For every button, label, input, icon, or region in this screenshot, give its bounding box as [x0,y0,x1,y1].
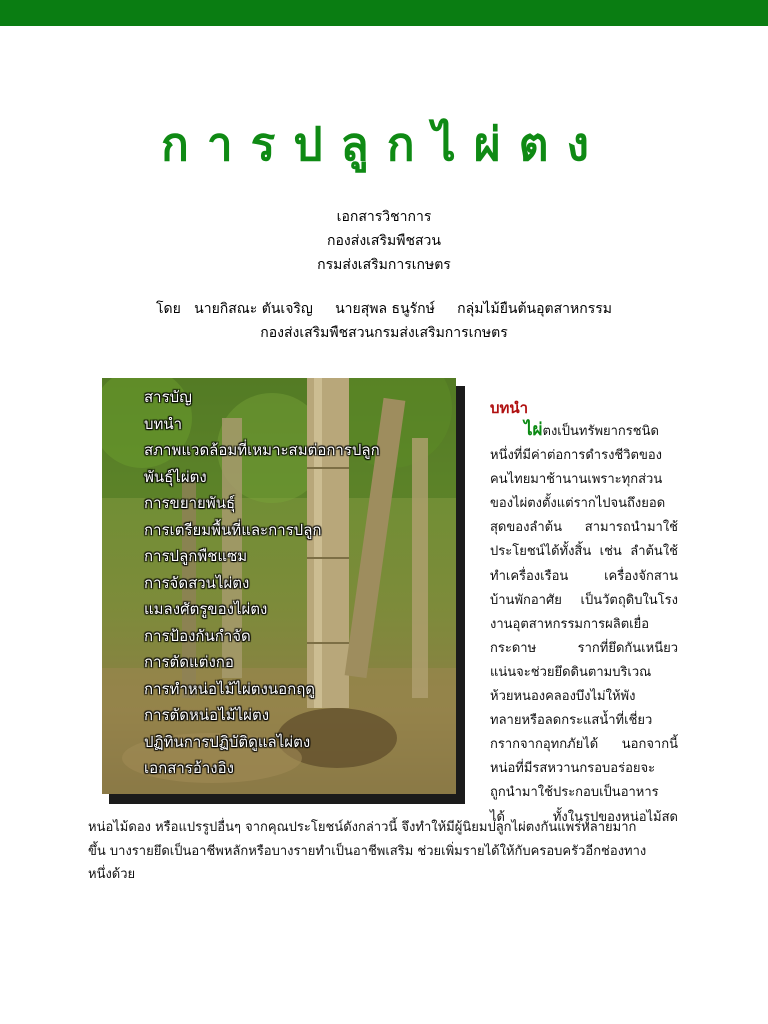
doc-type: เอกสารวิชาการ [336,209,432,225]
toc-item-introduction[interactable]: บทนำ [144,414,183,433]
intro-heading: บทนำ [490,399,529,417]
intro-line: หน่อที่มีรสหวานกรอบอร่อยจะ [490,761,656,777]
intro-continuation [88,816,680,887]
toc-item-calendar[interactable]: ปฏิทินการปฏิบัติดูแลไผ่ตง [144,732,311,751]
author-byline: โดย นายกิสณะ ตันเจริญ นายสุพล ธนูรักษ์ กลุ่มไม้ยืนต้นอุตสาหกรรม [155,301,613,317]
intro-line [490,418,678,444]
toc-item-harvesting[interactable]: การตัดหน่อไม้ไผ่ตง [144,706,270,724]
continuation-line: หนึ่งด้วย [88,867,136,882]
toc-item-intercropping[interactable]: การปลูกพืชแซม [144,547,248,565]
intro-line: ประโยชน์ได้ทั้งสิ้น เช่น ลำต้นใช้ [490,544,678,560]
bamboo-photo [102,378,456,794]
toc-item-clump-pruning[interactable]: การตัดแต่งกอ [144,653,234,671]
intro-line-text: ตงเป็นทรัพยากรชนิด [542,424,659,439]
intro-line: คนไทยมาช้านานเพราะทุกส่วน [490,472,663,488]
intro-line: กรากจากอุทกภัยได้ นอกจากนี้ [490,737,678,753]
continuation-line: หน่อไม้ดอง หรือแปรรูปอื่นๆ จากคุณประโยชน์ดังกล่าวนี้ จึงทำให้มีผู้นิยมปลูกไผ่ตงกันแพร่หลายมาก [88,820,637,835]
continuation-line: ขึ้น บางรายยึดเป็นอาชีพหลักหรือบางรายทำเป็นอาชีพเสริม ช่วยเพิ่มรายได้ให้กับครอบครัวอีกช่องทาง [88,843,647,859]
intro-line: แน่นจะช่วยยึดดินตามบริเวณ [490,664,652,680]
intro-line: งานอุตสาหกรรมการผลิตเยื่อ [490,616,650,632]
toc-item-environment[interactable]: สภาพแวดล้อมที่เหมาะสมต่อการปลูก [144,441,380,459]
intro-line: กระดาษ รากที่ยึดกันเหนียว [490,640,678,656]
intro-column [490,418,678,830]
intro-first-letter: ไผ่ [524,420,543,440]
toc-item-off-season[interactable]: การทำหน่อไม้ไผ่ตงนอกฤดู [144,679,316,698]
table-of-contents [144,384,444,782]
toc-item-land-preparation[interactable]: การเตรียมพื้นที่และการปลูก [144,520,322,539]
intro-line: หนึ่งที่มีค่าต่อการดำรงชีวิตของ [490,448,663,464]
intro-line: ถูกนำมาใช้ประกอบเป็นอาหาร [490,785,659,801]
department-name: กรมส่งเสริมการเกษตร [317,257,451,273]
intro-line: ห้วยหนองคลองบึงไม่ให้พัง [490,689,636,705]
toc-item-insect-pests[interactable]: แมลงศัตรูของไผ่ตง [144,600,268,618]
top-green-bar [0,0,768,26]
toc-item-propagation[interactable]: การขยายพันธุ์ [144,494,236,512]
toc-item-varieties[interactable]: พันธุ์ไผ่ตง [144,467,207,486]
page-title: การปลูกไผ่ตง [160,117,608,171]
intro-line: บ้านพักอาศัย เป็นวัตถุดิบในโรง [490,592,678,608]
division-name: กองส่งเสริมพืชสวน [327,233,441,249]
intro-line: ทำเครื่องเรือน เครื่องจักสาน [490,568,678,584]
author-affiliation: กองส่งเสริมพืชสวนกรมส่งเสริมการเกษตร [260,325,508,341]
toc-item-pest-control[interactable]: การป้องกันกำจัด [144,626,251,645]
intro-line: สุดของลำต้น สามารถนำมาใช้ [490,520,678,536]
toc-item-garden-layout[interactable]: การจัดสวนไผ่ตง [144,573,250,592]
intro-line: ของไผ่ตงตั้งแต่รากไปจนถึงยอด [490,496,666,512]
intro-line: ทลายหรือลดกระแสน้ำที่เชี่ยว [490,713,653,729]
intro-line: ได้ ทั้งในรูปของหน่อไม้สด [490,809,678,825]
toc-item-references[interactable]: เอกสารอ้างอิง [144,759,234,777]
toc-item-contents[interactable]: สารบัญ [144,388,192,406]
